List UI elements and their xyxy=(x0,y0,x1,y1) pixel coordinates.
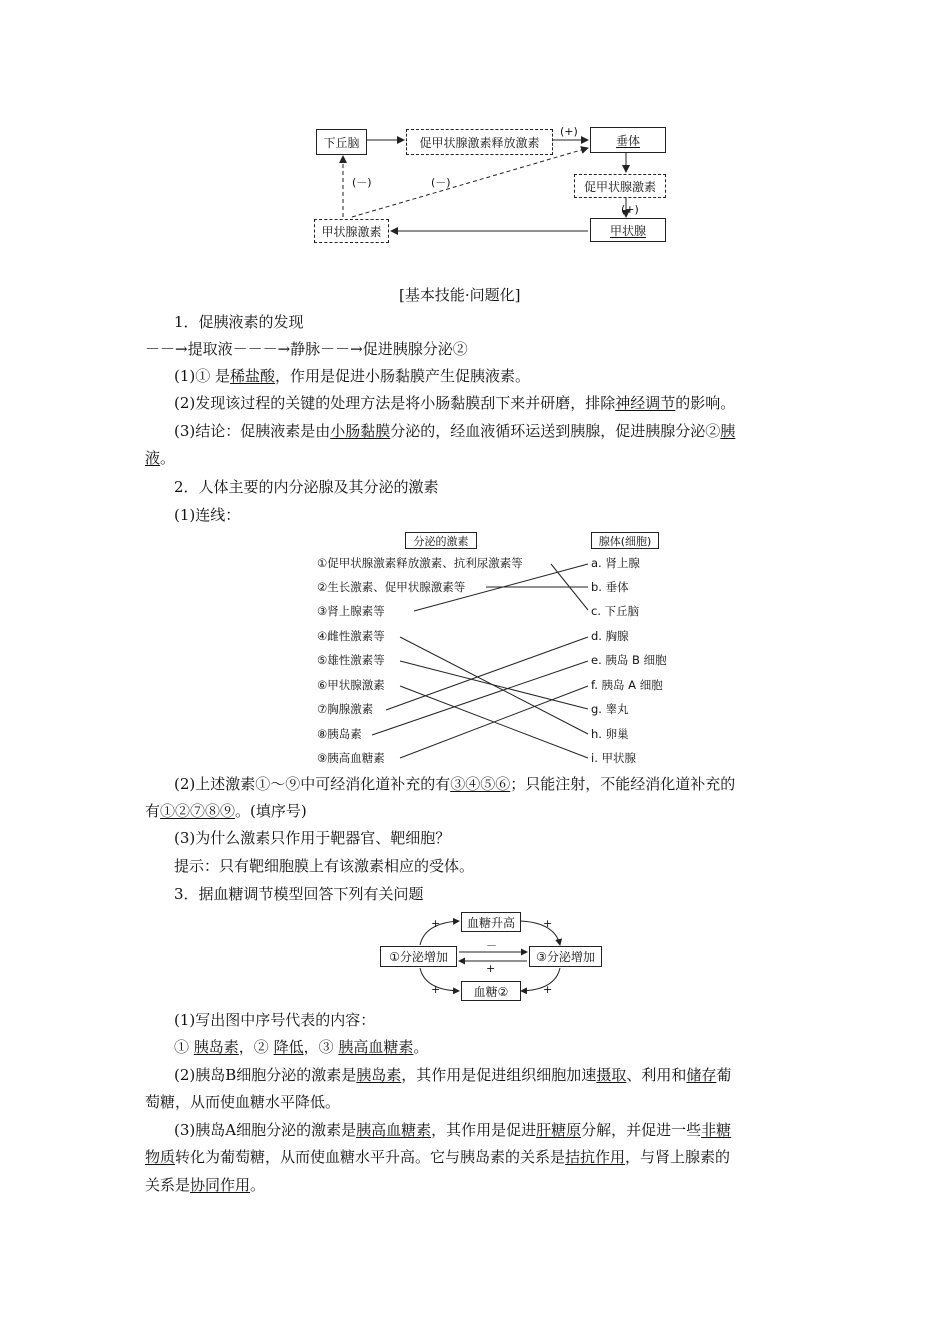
thyroxine-box: 甲状腺激素 xyxy=(314,219,389,243)
right-item-i: i. 甲状腺 xyxy=(591,751,637,765)
tsh-box: 促甲状腺激素 xyxy=(574,174,666,198)
curve-top-to-right xyxy=(521,921,560,945)
q3-sub1: (1)写出图中序号代表的内容： xyxy=(174,1011,376,1029)
q1-a1-prefix: (1)① 是 xyxy=(174,367,231,385)
bs-minus-mid: － xyxy=(486,939,497,952)
q3-sub3-l2-p2: ，与肾上腺素的 xyxy=(625,1148,731,1166)
q1-title: 1．促胰液素的发现 xyxy=(174,313,304,331)
minus-label-1: (－) xyxy=(352,176,372,189)
q2-sub2-answer-1: ③④⑤⑥ xyxy=(450,775,511,793)
q1-a3-answer-1: 小肠黏膜 xyxy=(330,422,391,440)
pituitary-label: 垂体 xyxy=(615,133,640,148)
q3-sub3-l2-a2: 拮抗作用 xyxy=(565,1148,626,1166)
q3-ans-p3: ，③ xyxy=(303,1038,339,1056)
left-item-6: ⑥甲状腺激素 xyxy=(317,678,385,692)
section-title: [基本技能·问题化] xyxy=(399,286,521,304)
q3-sub2-cont: 萄糖，从而使血糖水平降低。 xyxy=(145,1093,341,1111)
curve-right-to-bottom xyxy=(521,968,560,991)
q2-hint: 提示：只有靶细胞膜上有该激素相应的受体。 xyxy=(174,857,475,875)
hypothalamus-box: 下丘脑 xyxy=(316,129,367,155)
q3-ans-1: 胰岛素 xyxy=(193,1038,239,1056)
q3-sub3-p3: 分解，并促进一些 xyxy=(581,1121,702,1139)
right-item-h: h. 卵巢 xyxy=(591,727,629,741)
q3-sub2 xyxy=(174,1065,731,1085)
right-item-e: e. 胰岛 B 细胞 xyxy=(591,653,667,667)
q2-sub2-end: 。(填序号) xyxy=(235,802,307,820)
q2-sub2-prefix: (2)上述激素①～⑨中可经消化道补充的有 xyxy=(174,775,451,793)
bs-right-box: ③分泌增加 xyxy=(529,946,602,967)
right-item-d: d. 胸腺 xyxy=(591,629,629,643)
q3-ans-3: 胰高血糖素 xyxy=(338,1038,414,1056)
left-item-8: ⑧胰岛素 xyxy=(317,727,362,741)
left-item-2: ②生长激素、促甲状腺激素等 xyxy=(317,580,466,594)
left-item-7: ⑦胸腺激素 xyxy=(317,702,374,716)
q3-sub3-p1: (3)胰岛A细胞分泌的激素是 xyxy=(174,1121,357,1139)
q3-sub3-a1: 胰高血糖素 xyxy=(356,1121,432,1139)
right-item-c: c. 下丘脑 xyxy=(591,604,640,618)
q3-sub3-a3: 非糖 xyxy=(701,1121,732,1139)
q3-sub2-p4: 葡 xyxy=(716,1066,732,1084)
q3-sub3-a2: 肝糖原 xyxy=(536,1121,582,1139)
q3-sub2-p2: ，其作用是促进组织细胞加速 xyxy=(401,1066,597,1084)
left-item-9: ⑨胰高血糖素 xyxy=(317,751,385,765)
bs-plus-tr: + xyxy=(543,917,553,930)
q2-sub2-answer-2: ①②⑦⑧⑨ xyxy=(160,802,236,820)
thyroid-label: 甲状腺 xyxy=(609,223,646,238)
right-item-f: f. 胰岛 A 细胞 xyxy=(591,678,663,692)
bs-left-box: ①分泌增加 xyxy=(380,946,457,967)
q3-sub2-a3: 储存 xyxy=(686,1066,717,1084)
q1-a2-prefix: (2)发现该过程的关键的处理方法是将小肠黏膜刮下来并研磨，排除 xyxy=(174,394,616,412)
q1-a2-suffix: 的影响。 xyxy=(675,394,736,412)
right-item-a: a. 肾上腺 xyxy=(591,556,640,570)
q3-sub2-a2: 摄取 xyxy=(596,1066,627,1084)
q2-title: 2．人体主要的内分泌腺及其分泌的激素 xyxy=(174,478,439,496)
plus-label-1: (+) xyxy=(560,125,578,138)
right-header: 腺体(细胞) xyxy=(591,532,659,549)
q1-a1-suffix: ，作用是促进小肠黏膜产生促胰液素。 xyxy=(275,367,531,385)
q1-a3-answer-2b: 液 xyxy=(145,449,161,467)
q3-sub3-l2-a: 物质 xyxy=(145,1148,176,1166)
q1-a1-answer: 稀盐酸 xyxy=(230,367,276,385)
q2-sub2-mid: ；只能注射，不能经消化道补充的 xyxy=(510,775,736,793)
q3-ans-p2: ，② xyxy=(238,1038,274,1056)
q2-sub1: (1)连线： xyxy=(174,506,241,524)
q3-sub3-p2: ，其作用是促进 xyxy=(431,1121,537,1139)
left-header: 分泌的激素 xyxy=(405,532,477,549)
bs-plus-br: + xyxy=(543,983,553,996)
bs-plus-mid: + xyxy=(486,962,496,975)
left-item-1: ①促甲状腺激素释放激素、抗利尿激素等 xyxy=(317,556,523,570)
q1-a2-answer: 神经调节 xyxy=(615,394,676,412)
q1-a3-mid: 分泌的，经血液循环运送到胰腺，促进胰腺分泌② xyxy=(390,422,721,440)
q3-sub3-l3-p2: 。 xyxy=(250,1176,266,1194)
q3-sub2-p1: (2)胰岛B细胞分泌的激素是 xyxy=(174,1066,357,1084)
trh-box: 促甲状腺激素释放激素 xyxy=(406,129,553,155)
left-item-3: ③肾上腺素等 xyxy=(317,604,385,618)
minus-label-2: (－) xyxy=(431,176,451,189)
q3-sub3-l3-a: 协同作用 xyxy=(190,1176,251,1194)
q1-a3-answer-2a: 胰 xyxy=(720,422,736,440)
bs-plus-tl: + xyxy=(431,917,441,930)
q3-sub3-line2 xyxy=(145,1147,730,1167)
bs-plus-bl: + xyxy=(431,983,441,996)
left-item-4: ④雌性激素等 xyxy=(317,629,385,643)
bs-bottom-box: 血糖② xyxy=(461,981,521,1001)
q3-ans-p4: 。 xyxy=(413,1038,429,1056)
q3-title: 3．据血糖调节模型回答下列有关问题 xyxy=(174,885,424,903)
q1-a3-end: 。 xyxy=(160,449,176,467)
q3-ans-2: 降低 xyxy=(273,1038,304,1056)
right-item-g: g. 睾丸 xyxy=(591,702,629,716)
q3-sub3-l3-p1: 关系是 xyxy=(145,1176,191,1194)
q3-answers xyxy=(174,1037,428,1057)
right-item-b: b. 垂体 xyxy=(591,580,629,594)
q1-flow-text: －－→提取液－－－→静脉－－→促进胰腺分泌② xyxy=(145,340,468,358)
q2-sub2-l2-prefix: 有 xyxy=(145,802,161,820)
q3-sub3 xyxy=(174,1120,731,1140)
q1-a3-prefix: (3)结论：促胰液素是由 xyxy=(174,422,331,440)
q3-sub2-p3: 、利用和 xyxy=(626,1066,687,1084)
plus-label-2: (+) xyxy=(621,203,639,216)
bs-top-box: 血糖升高 xyxy=(461,912,521,932)
q2-sub3: (3)为什么激素只作用于靶器官、靶细胞？ xyxy=(174,829,451,847)
q3-sub2-a1: 胰岛素 xyxy=(356,1066,402,1084)
q3-sub3-l2-p1: 转化为葡萄糖，从而使血糖水平升高。它与胰岛素的关系是 xyxy=(175,1148,566,1166)
q3-sub3-line3 xyxy=(145,1175,265,1195)
left-item-5: ⑤雄性激素等 xyxy=(317,653,385,667)
q3-ans-p1: ① xyxy=(174,1038,194,1056)
